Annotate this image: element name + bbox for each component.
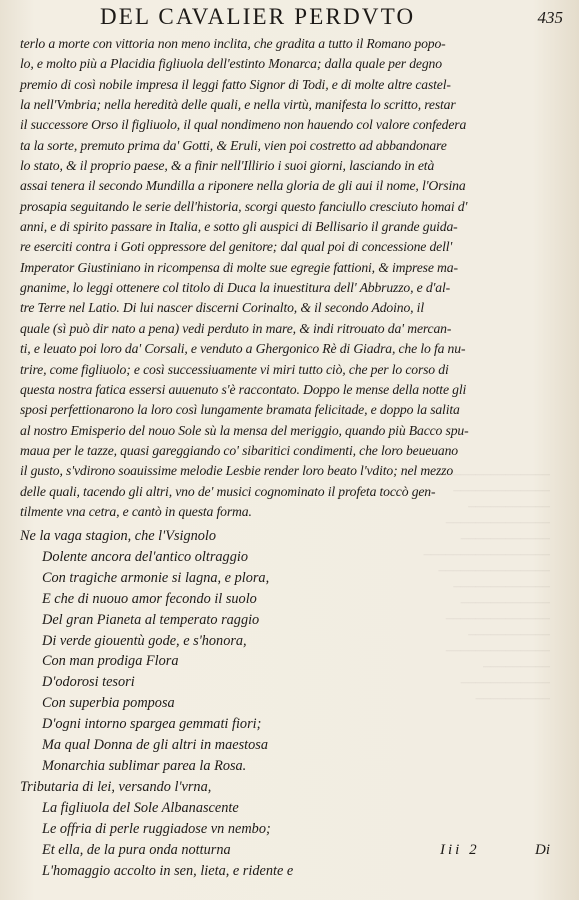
poem-block [20, 526, 440, 881]
poem-line: Con tragiche armonie si lagna, e plora, [42, 569, 270, 586]
prose-line: terlo a morte con vittoria non meno inclita, che gradita a tutto il Romano popo- [20, 36, 446, 51]
prose-line: la nell'Vmbria; nella heredità delle quali, e nella virtù, manifesta lo scritto, restar [20, 97, 456, 113]
prose-line: assai tenera il secondo Mundilla a riponere nella gloria de gli aui il nome, l'Orsina [20, 178, 466, 194]
prose-line: lo, e molto più a Placidia figliuola dell'estinto Monarca; dalla quale per degno [20, 56, 442, 72]
poem-line: Con superbia pomposa [42, 695, 175, 712]
prose-line: al nostro Emisperio del nouo Sole sù la mensa del meriggio, quando più Bacco spu- [20, 422, 469, 438]
poem-line: Monarchia sublimar parea la Rosa. [42, 757, 247, 774]
poem-line: Tributaria di lei, versando l'vrna, [20, 778, 212, 795]
running-title: DEL CAVALIER PERDVTO [100, 4, 416, 29]
prose-line: quale (sì può dir nato a pena) vedi perduto in mare, & indi ritrouato da' mercan- [20, 320, 452, 336]
show-through-reverse: ──────────────── ───────────── ─────────── ────────────── ──────────── ───────────────── ─────────────── ───────────── ──────────── ────────────── ─────────── ────────────── ───────── ──────────── ────────── [423, 470, 550, 705]
prose-line: tre Terre nel Latio. Di lui nascer discerni Corinalto, & il secondo Adoino, il [20, 300, 424, 316]
poem-line: D'odorosi tesori [42, 674, 135, 691]
prose-line: ta la sorte, premuto prima da' Gotti, & Eruli, vien poi costretto ad abbandonare [20, 137, 447, 153]
poem-line: Ma qual Donna de gli altri in maestosa [42, 737, 268, 754]
prose-line: lo stato, & il proprio paese, & a finir nell'Illirio i suoi giorni, lasciando in età [20, 158, 435, 174]
prose-line: delle quali, tacendo gli altri, vno de' musici cognominato il profeta toccò gen- [20, 483, 436, 499]
prose-line: tilmente vna cetra, e cantò in questa forma. [20, 503, 252, 519]
prose-line: sposi perfettionarono la loro così lungamente bramata felicitade, e doppo la salita [20, 402, 460, 418]
prose-line: premio di così nobile impresa il leggi fatto Signor di Todi, e di molte altre castel- [20, 76, 451, 92]
prose-line: il successore Orso il figliuolo, il qual nondimeno non hauendo col valore confedera [20, 117, 467, 133]
poem-line: Del gran Pianeta al temperato raggio [42, 611, 260, 628]
poem-line: D'ogni intorno spargea gemmati fiori; [42, 716, 262, 733]
prose-line: anni, e di spirito passare in Italia, e sotto gli auspici di Bellisario il grande guida- [20, 219, 458, 235]
poem-line: Et ella, de la pura onda notturna [42, 841, 231, 858]
catchword: Di [535, 842, 550, 858]
page-footer [0, 842, 579, 862]
prose-line: gnanime, lo leggi ottenere col titolo di Duca la inuestitura dell' Abbruzzo, e d'al- [20, 280, 451, 296]
prose-line: il gusto, s'vdirono soauissime melodie Lesbie render loro beato l'vdito; nel mezzo [20, 463, 454, 479]
poem-line: Ne la vaga stagion, che l'Vsignolo [20, 528, 217, 544]
page-header [100, 4, 569, 34]
prose-line: trire, come figliuolo; e così successiuamente vi miri tutto ciò, che per lo corso di [20, 361, 449, 377]
poem-line: Dolente ancora del'antico oltraggio [42, 548, 248, 565]
prose-line: ti, e leuato poi loro da' Corsali, e venduto a Ghergonico Rè di Giadra, che lo fa nu- [20, 341, 466, 357]
poem-line: L'homaggio accolto in sen, lieta, e ridente e [42, 862, 294, 879]
prose-line: maua per le tazze, quasi gareggiando co' sibaritici condimenti, che loro beueuano [20, 442, 458, 458]
page-number: 435 [537, 8, 563, 27]
poem-line: La figliuola del Sole Albanascente [42, 799, 239, 816]
prose-line: prosapia seguitando le serie dell'historia, scorgi questo fanciullo cresciuto homai d' [20, 198, 468, 214]
signature-mark: Iii 2 [440, 842, 480, 858]
prose-block [20, 34, 568, 522]
prose-line: questa nostra fatica essersi auuenuto s'è raccontato. Doppo le mense della notte gli [20, 381, 467, 397]
prose-line: re eserciti contra i Goti oppressore del genitore; dal qual poi di concessione dell' [20, 239, 453, 255]
poem-line: E che di nuouo amor fecondo il suolo [42, 590, 257, 607]
poem-line: Di verde giouentù gode, e s'honora, [42, 632, 247, 649]
poem-line: Con man prodiga Flora [42, 653, 179, 670]
poem-line: Le offria di perle ruggiadose vn nembo; [42, 820, 271, 837]
prose-line: Imperator Giustiniano in ricompensa di molte sue egregie fattioni, & imprese ma- [20, 259, 458, 275]
